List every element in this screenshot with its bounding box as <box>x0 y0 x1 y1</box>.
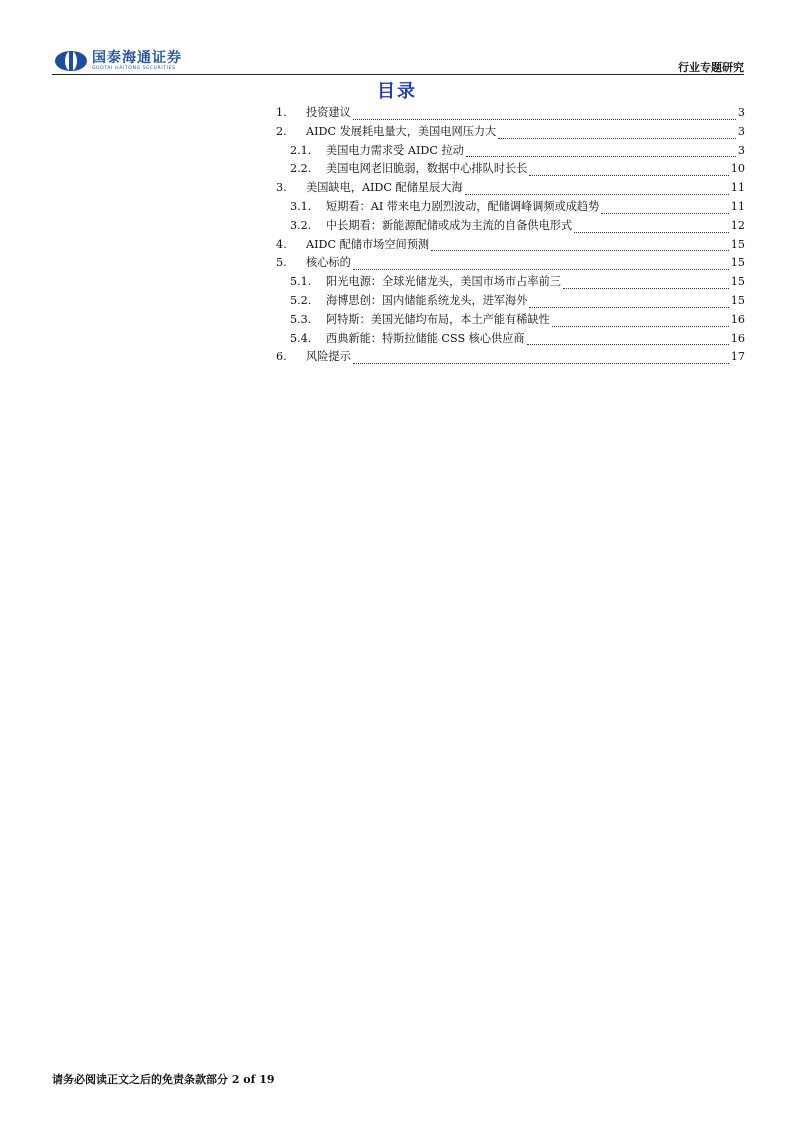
logo-mark-icon <box>54 50 88 72</box>
toc-dot-leader <box>353 109 736 120</box>
toc-entry-title: 短期看：AI 带来电力剧烈波动，配储调峰调频或成趋势 <box>326 199 600 213</box>
toc-dot-leader <box>431 240 729 251</box>
toc-entry[interactable] <box>276 198 745 217</box>
toc-entry-title: 西典新能：特斯拉储能 CSS 核心供应商 <box>326 331 525 345</box>
toc-entry[interactable] <box>276 273 745 292</box>
toc-entry-title: 投资建议 <box>306 106 351 119</box>
toc-entry-title: 阿特斯：美国光储均布局，本土产能有稀缺性 <box>326 312 550 326</box>
header-divider <box>52 74 744 75</box>
toc-entry[interactable] <box>276 254 745 273</box>
toc-entry-number: 2.2. <box>290 162 312 176</box>
toc-entry-title: 美国电网老旧脆弱，数据中心排队时长长 <box>326 162 528 176</box>
toc-dot-leader <box>563 278 729 289</box>
toc-entry[interactable] <box>276 236 745 255</box>
toc-entry-number: 2. <box>276 124 287 138</box>
table-of-contents <box>276 104 745 367</box>
toc-entry-page: 15 <box>730 256 745 270</box>
toc-entry[interactable] <box>276 179 745 198</box>
toc-entry[interactable] <box>276 142 745 161</box>
toc-entry-page: 11 <box>730 199 745 213</box>
toc-entry-title: 美国电力需求受 AIDC 拉动 <box>326 143 464 157</box>
toc-dot-leader <box>527 334 729 345</box>
toc-dot-leader <box>466 146 736 157</box>
toc-dot-leader <box>353 353 729 364</box>
toc-entry-title: AIDC 配储市场空间预测 <box>306 237 430 251</box>
toc-dot-leader <box>529 297 728 308</box>
toc-entry-number: 5.1. <box>290 275 312 289</box>
logo-english-name: GUOTAI HAITONG SECURITIES <box>92 65 176 71</box>
toc-entry-page: 15 <box>730 293 745 307</box>
toc-entry-page: 15 <box>730 275 745 289</box>
company-logo <box>54 50 182 72</box>
toc-entry[interactable] <box>276 104 745 123</box>
toc-entry-number: 3.2. <box>290 218 312 232</box>
toc-dot-leader <box>574 222 729 233</box>
toc-entry-page: 3 <box>737 143 745 157</box>
toc-entry-page: 3 <box>737 106 745 119</box>
toc-entry[interactable] <box>276 123 745 142</box>
toc-title: 目录 <box>377 81 417 102</box>
page-footer: 请务必阅读正文之后的免责条款部分 2 of 19 <box>52 1073 275 1086</box>
toc-entry-number: 5.4. <box>290 331 312 345</box>
toc-entry-title: 风险提示 <box>306 350 351 364</box>
toc-entry-number: 3. <box>276 181 287 195</box>
toc-entry-page: 16 <box>730 312 745 326</box>
toc-entry-title: 核心标的 <box>306 256 351 270</box>
toc-entry-page: 12 <box>730 218 745 232</box>
toc-entry-page: 3 <box>737 124 745 138</box>
logo-chinese-name: 国泰海通证券 <box>92 49 182 66</box>
toc-entry[interactable] <box>276 311 745 330</box>
toc-dot-leader <box>601 203 728 214</box>
toc-dot-leader <box>465 184 729 195</box>
toc-entry-page: 16 <box>730 331 745 345</box>
toc-entry-number: 1. <box>276 106 287 119</box>
toc-dot-leader <box>552 316 729 327</box>
toc-entry[interactable] <box>276 292 745 311</box>
toc-entry-number: 4. <box>276 237 287 251</box>
toc-dot-leader <box>498 128 736 139</box>
toc-entry-number: 2.1. <box>290 143 312 157</box>
toc-dot-leader <box>529 165 728 176</box>
toc-entry-page: 10 <box>730 162 745 176</box>
toc-entry-title: 中长期看：新能源配储或成为主流的自备供电形式 <box>326 218 573 232</box>
toc-entry-number: 6. <box>276 350 287 364</box>
toc-entry-number: 3.1. <box>290 199 312 213</box>
toc-entry[interactable] <box>276 160 745 179</box>
toc-entry-number: 5.3. <box>290 312 312 326</box>
toc-entry-page: 11 <box>730 181 745 195</box>
toc-entry-page: 17 <box>730 350 745 364</box>
toc-entry[interactable] <box>276 330 745 349</box>
toc-entry-title: 美国缺电，AIDC 配储星辰大海 <box>306 181 463 195</box>
toc-entry-page: 15 <box>730 237 745 251</box>
toc-entry-number: 5.2. <box>290 293 312 307</box>
page-header <box>0 0 794 80</box>
toc-entry-title: 海博思创：国内储能系统龙头，进军海外 <box>326 293 528 307</box>
toc-entry[interactable] <box>276 217 745 236</box>
report-type-label: 行业专题研究 <box>678 61 744 74</box>
toc-entry-number: 5. <box>276 256 287 270</box>
toc-dot-leader <box>353 259 729 270</box>
toc-entry-title: 阳光电源：全球光储龙头，美国市场市占率前三 <box>326 275 561 289</box>
toc-entry-title: AIDC 发展耗电量大，美国电网压力大 <box>306 124 497 138</box>
toc-entry[interactable] <box>276 348 745 367</box>
